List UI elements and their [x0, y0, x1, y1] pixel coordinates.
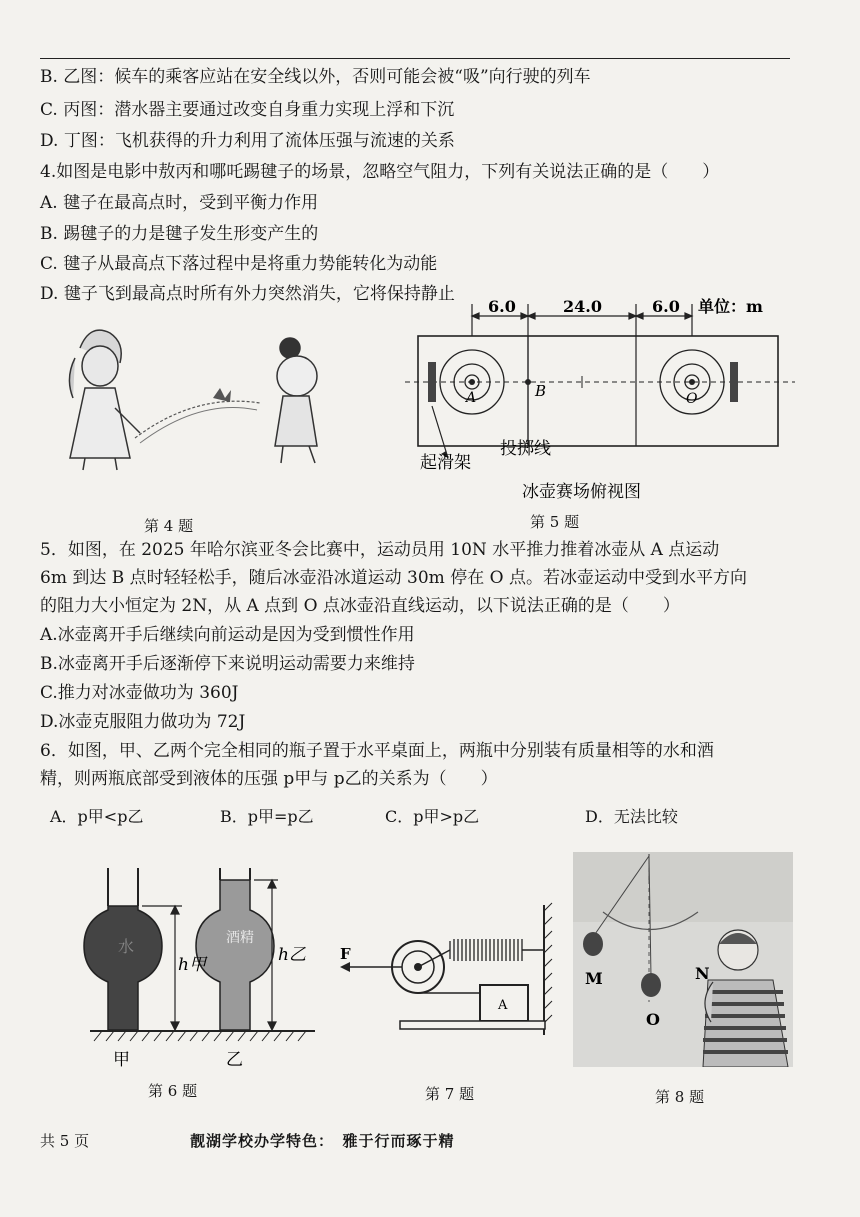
label-m: M	[585, 969, 603, 988]
pendulum-ball-o	[641, 973, 661, 997]
right-hack	[730, 362, 738, 402]
label-alcohol: 酒精	[226, 930, 254, 946]
q4-option-d: D. 毽子飞到最高点时所有外力突然消失，它将保持静止	[40, 284, 455, 304]
figure-6-caption: 第 6 题	[148, 1082, 198, 1100]
bottle-yi	[196, 868, 274, 1030]
point-o	[689, 379, 695, 385]
base-board	[400, 1021, 545, 1029]
q6-option-b: B．p甲=p乙	[220, 807, 314, 826]
figure-7-pulley-system	[330, 895, 560, 1045]
label-n: N	[695, 964, 710, 983]
q6-option-d: D．无法比较	[585, 807, 678, 826]
label-a: A	[466, 390, 477, 406]
label-yi: 乙	[226, 1050, 243, 1070]
figure-8-caption: 第 8 题	[655, 1088, 705, 1106]
figure-6-bottles	[80, 858, 330, 1078]
unit-label: 单位：m	[698, 297, 763, 316]
slide-pointer	[432, 406, 448, 458]
motion-line	[140, 407, 257, 443]
label-h-jia: h甲	[178, 955, 206, 975]
point-b	[525, 379, 531, 385]
q5-stem-line-3: 的阻力大小恒定为 2N，从 A 点到 O 点冰壶沿直线运动，以下说法正确的是（ ）	[40, 596, 680, 616]
q3-option-d: D. 丁图：飞机获得的升力利用了流体压强与流速的关系	[40, 131, 455, 151]
ground-hatching	[94, 1031, 306, 1041]
label-o: O	[686, 391, 698, 407]
q6-option-c: C．p甲>p乙	[385, 807, 480, 826]
point-a	[469, 379, 475, 385]
left-character	[69, 330, 140, 470]
top-rule	[40, 58, 790, 59]
figure-5-caption: 第 5 题	[530, 513, 580, 531]
q5-option-a: A.冰壶离开手后继续向前运动是因为受到惯性作用	[40, 625, 415, 645]
figure-4-illustration	[45, 318, 345, 478]
label-o: O	[646, 1010, 660, 1029]
q4-option-a: A. 毽子在最高点时，受到平衡力作用	[40, 193, 319, 213]
shuttlecock-trajectory	[135, 401, 260, 438]
figure-5-title: 冰壶赛场俯视图	[522, 482, 641, 502]
dimension-6-left: 6.0	[488, 297, 516, 316]
q6-option-a: A．p甲<p乙	[50, 807, 144, 826]
label-jia: 甲	[113, 1050, 130, 1070]
pendulum-ball-m	[583, 932, 603, 956]
q4-option-b: B. 踢毽子的力是毽子发生形变产生的	[40, 224, 319, 244]
shuttlecock-icon	[213, 388, 231, 402]
page-count: 共 5 页	[40, 1132, 90, 1150]
q4-option-c: C. 毽子从最高点下落过程中是将重力势能转化为动能	[40, 254, 438, 274]
q6-stem-line-2: 精，则两瓶底部受到液体的压强 p甲与 p乙的关系为（ ）	[40, 769, 498, 789]
figure-5-curling-field	[400, 286, 800, 516]
right-character	[275, 338, 317, 463]
spring	[450, 939, 522, 961]
label-slide-frame: 起滑架	[420, 453, 471, 473]
q3-option-c: C. 丙图：潜水器主要通过改变自身重力实现上浮和下沉	[40, 100, 455, 120]
q6-stem-line-1: 6．如图，甲、乙两个完全相同的瓶子置于水平桌面上，两瓶中分别装有质量相等的水和酒	[40, 741, 714, 761]
label-b: B	[535, 382, 547, 400]
figure-7-caption: 第 7 题	[425, 1085, 475, 1103]
label-throw-line: 投掷线	[500, 439, 551, 459]
left-hack	[428, 362, 436, 402]
wall-hatching	[544, 903, 552, 1023]
q5-stem-line-1: 5．如图，在 2025 年哈尔滨亚冬会比赛中，运动员用 10N 水平推力推着冰壶从 A 点运动	[40, 540, 720, 560]
label-water: 水	[118, 937, 135, 956]
figure-8-pendulum-photo	[573, 852, 793, 1067]
dimension-24: 24.0	[563, 297, 602, 316]
q5-option-c: C.推力对冰壶做功为 360J	[40, 683, 239, 703]
school-motto: 靓湖学校办学特色： 雅于行而琢于精	[190, 1132, 455, 1150]
dimension-6-right: 6.0	[652, 297, 680, 316]
label-force: F	[340, 945, 351, 963]
q4-stem: 4.如图是电影中敖丙和哪吒踢毽子的场景，忽略空气阻力，下列有关说法正确的是（ ）	[40, 162, 720, 182]
label-h-yi: h乙	[278, 945, 306, 965]
bottle-jia	[84, 868, 162, 1030]
q3-option-b: B. 乙图：候车的乘客应站在安全线以外，否则可能会被“吸”向行驶的列车	[40, 67, 591, 87]
q5-option-d: D.冰壶克服阻力做功为 72J	[40, 712, 246, 732]
q5-stem-line-2: 6m 到达 B 点时轻轻松手，随后冰壶沿冰道运动 30m 停在 O 点。若冰壶运动中受到水平方向	[40, 568, 747, 588]
figure-4-caption: 第 4 题	[144, 517, 194, 535]
q5-option-b: B.冰壶离开手后逐渐停下来说明运动需要力来维持	[40, 654, 415, 674]
label-block-a: A	[498, 998, 508, 1013]
